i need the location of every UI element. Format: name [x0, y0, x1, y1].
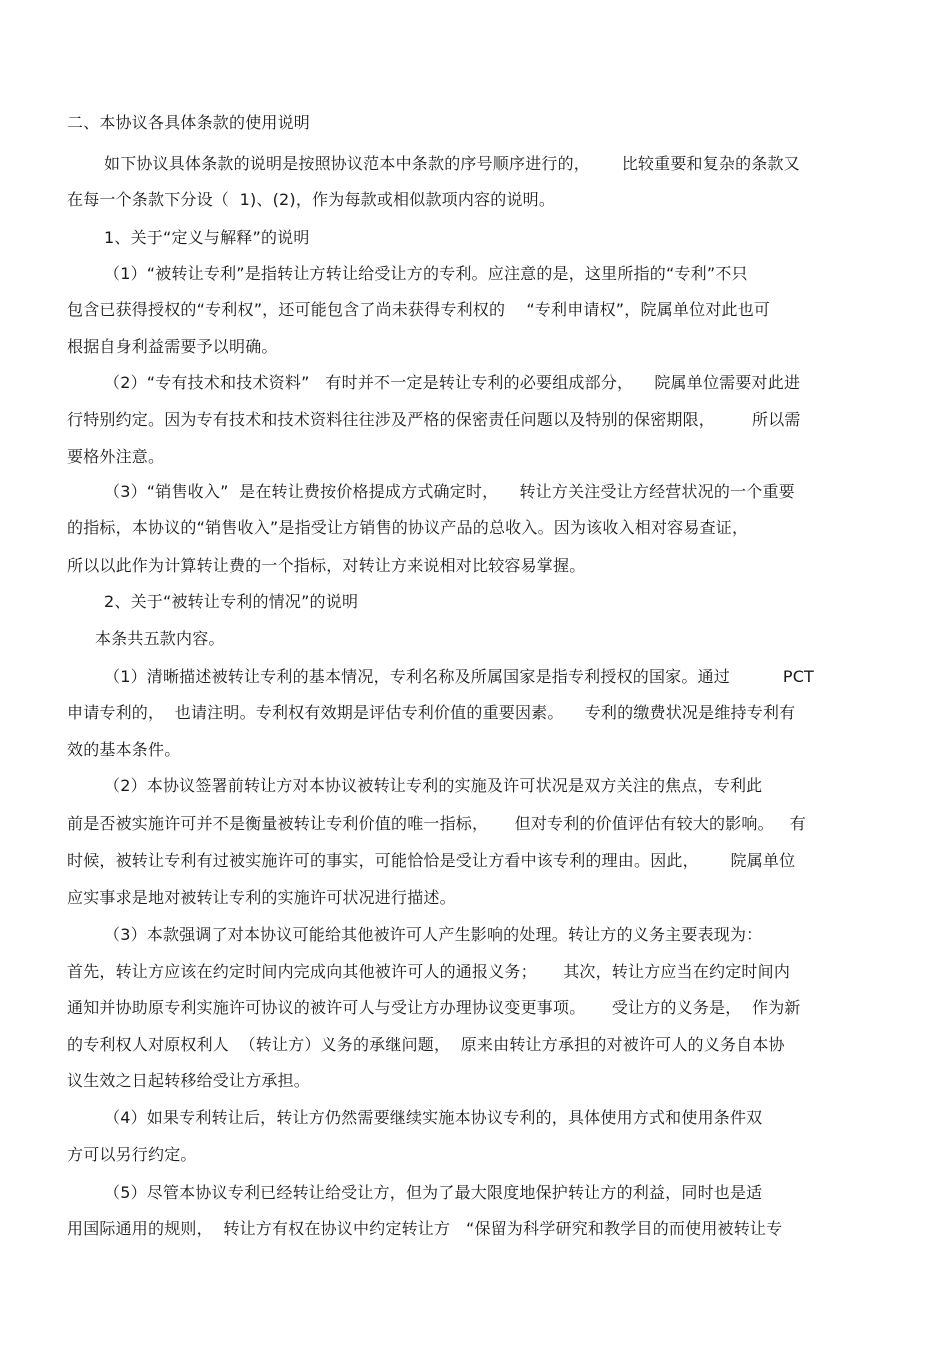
paragraph-line: 本条共五款内容。: [95, 629, 225, 648]
paragraph-line: （2）本协议签署前转让方对本协议被转让专利的实施及许可状况是双方关注的焦点，专利此: [104, 776, 763, 795]
paragraph-line: （3）“销售收入” 是在转让费按价格提成方式确定时， 转让方关注受让方经营状况的一个重要: [104, 482, 795, 501]
paragraph-line: （1）清晰描述被转让专利的基本情况，专利名称及所属国家是指专利授权的国家。通过 PCT: [104, 667, 815, 686]
paragraph-line: （1）“被转让专利”是指转让方转让给受让方的专利。应注意的是，这里所指的“专利”不只: [104, 264, 748, 283]
paragraph-line: 在每一个条款下分设（ 1)、(2)，作为每款或相似款项内容的说明。: [67, 190, 556, 209]
paragraph-line: 方可以另行约定。: [67, 1145, 197, 1164]
paragraph-line: 要格外注意。: [67, 447, 165, 466]
paragraph-line: 的专利权人对原权利人 （转让方）义务的承继问题， 原来由转让方承担的对被许可人的义务自本协: [67, 1035, 785, 1054]
subsection-heading: 1、关于“定义与解释”的说明: [104, 228, 310, 247]
paragraph-line: 的指标，本协议的“销售收入”是指受让方销售的协议产品的总收入。因为该收入相对容易查证，: [67, 518, 749, 537]
paragraph-line: 前是否被实施许可并不是衡量被转让专利价值的唯一指标， 但对专利的价值评估有较大的影响。 有: [67, 814, 806, 833]
paragraph-line: 用国际通用的规则， 转让方有权在协议中约定转让方 “保留为科学研究和教学目的而使用被转让专: [67, 1219, 783, 1238]
paragraph-line: 所以以此作为计算转让费的一个指标，对转让方来说相对比较容易掌握。: [67, 556, 586, 575]
section-heading: 二、本协议各具体条款的使用说明: [67, 113, 311, 132]
paragraph-line: 包含已获得授权的“专利权”，还可能包含了尚未获得专利权的 “专利申请权”，院属单位对此也可: [67, 300, 771, 319]
paragraph-line: （5）尽管本协议专利已经转让给受让方，但为了最大限度地保护转让方的利益，同时也是适: [104, 1183, 763, 1202]
paragraph-line: 通知并协助原专利实施许可协议的被许可人与受让方办理协议变更事项。 受让方的义务是， 作为新: [67, 998, 801, 1017]
paragraph-line: 申请专利的， 也请注明。专利权有效期是评估专利价值的重要因素。 专利的缴费状况是维持专利有: [67, 703, 796, 722]
paragraph-line: 应实事求是地对被转让专利的实施许可状况进行描述。: [67, 888, 456, 907]
paragraph-line: 根据自身利益需要予以明确。: [67, 337, 278, 356]
paragraph-line: 如下协议具体条款的说明是按照协议范本中条款的序号顺序进行的， 比较重要和复杂的条款又: [104, 154, 800, 173]
paragraph-line: （2）“专有技术和技术资料” 有时并不一定是转让专利的必要组成部分， 院属单位需要对此进: [104, 373, 801, 392]
paragraph-line: 行特别约定。因为专有技术和技术资料往往涉及严格的保密责任问题以及特别的保密期限， 所以需: [67, 410, 801, 429]
paragraph-line: 时候，被转让专利有过被实施许可的事实，可能恰恰是受让方看中该专利的理由。因此， 院属单位: [67, 851, 796, 870]
paragraph-line: （4）如果专利转让后，转让方仍然需要继续实施本协议专利的，具体使用方式和使用条件双: [104, 1108, 763, 1127]
paragraph-line: 首先，转让方应该在约定时间内完成向其他被许可人的通报义务； 其次，转让方应当在约定时间内: [67, 962, 791, 981]
subsection-heading: 2、关于“被转让专利的情况”的说明: [104, 592, 359, 611]
paragraph-line: 议生效之日起转移给受让方承担。: [67, 1071, 311, 1090]
paragraph-line: （3）本款强调了对本协议可能给其他被许可人产生影响的处理。转让方的义务主要表现为：: [104, 925, 763, 944]
paragraph-line: 效的基本条件。: [67, 740, 181, 759]
